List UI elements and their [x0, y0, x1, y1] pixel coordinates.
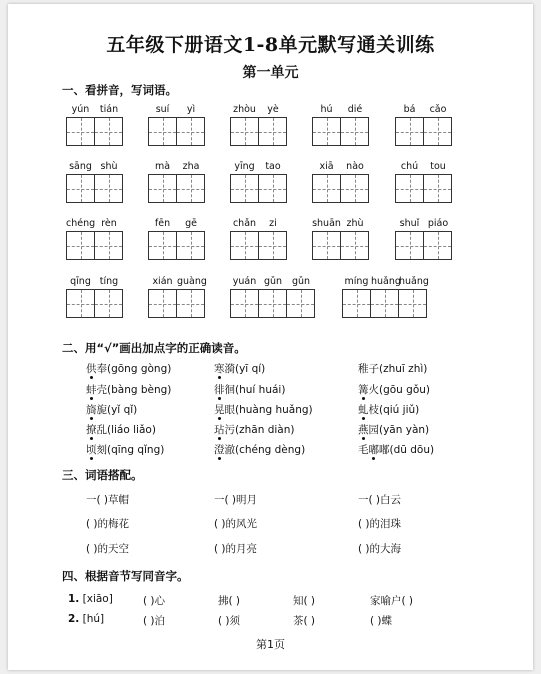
pinyin-syllable: nào — [346, 161, 364, 172]
homophone-syllable: 2. [hú] — [68, 613, 105, 625]
word-grid — [230, 160, 287, 203]
homophone-blank[interactable]: 知( ) — [293, 595, 316, 607]
pinyin-syllable: yún — [71, 104, 90, 115]
dotted-character: 虬 — [358, 404, 369, 416]
writing-box[interactable] — [148, 174, 177, 203]
word-grid — [312, 217, 369, 260]
word-grid — [230, 275, 315, 318]
reading-options: 奉(gōng gòng) — [96, 363, 172, 375]
reading-options: 园(yān yàn) — [368, 424, 430, 436]
pinyin-syllable: huǎng — [399, 276, 429, 287]
pinyin-syllable: zhòu — [233, 104, 256, 115]
reading-options: 旎(yǐ qǐ) — [96, 404, 138, 416]
writing-box[interactable] — [94, 174, 123, 203]
pinyin-syllable: chǎn — [232, 218, 257, 229]
reading-options: 壳(bàng bèng) — [96, 384, 172, 396]
word-grid — [66, 160, 123, 203]
homophone-syllable: 1. [xiāo] — [68, 593, 113, 605]
dotted-character: 徘 — [214, 384, 225, 396]
pinyin-syllable: chéng — [66, 218, 96, 229]
dotted-character: 篝 — [358, 384, 369, 396]
writing-box[interactable] — [340, 117, 369, 146]
match-blank[interactable]: ( )的风光 — [214, 518, 258, 530]
writing-box[interactable] — [258, 174, 287, 203]
word-grid — [66, 217, 123, 260]
writing-box[interactable] — [258, 231, 287, 260]
pinyin-syllable: xiā — [319, 161, 334, 172]
section3-heading: 三、词语搭配。 — [62, 468, 143, 482]
pinyin-syllable: cǎo — [429, 104, 447, 115]
dotted-character: 顷 — [86, 444, 97, 456]
dotted-character: 燕 — [358, 424, 369, 436]
pinyin-syllable: huǎng — [371, 276, 401, 287]
pinyin-syllable: tíng — [99, 276, 119, 287]
pinyin-syllable: zi — [269, 218, 277, 229]
pinyin-syllable: rèn — [101, 218, 117, 229]
writing-box[interactable] — [176, 289, 205, 318]
reading-choice[interactable] — [358, 442, 434, 457]
writing-box[interactable] — [398, 289, 427, 318]
word-grid — [66, 103, 123, 146]
page-title: 五年级下册语文1-8单元默写通关训练 — [106, 34, 435, 56]
dotted-character: 玷 — [214, 424, 225, 436]
pinyin-syllable: tián — [99, 104, 119, 115]
pinyin-syllable: yīng — [234, 161, 255, 172]
pinyin-syllable: dié — [347, 104, 363, 115]
writing-box[interactable] — [312, 231, 341, 260]
reading-choice[interactable] — [214, 361, 265, 376]
dotted-character: 晃 — [214, 404, 225, 416]
pinyin-syllable: guàng — [177, 276, 207, 287]
reading-choice[interactable] — [358, 402, 419, 417]
writing-box[interactable] — [423, 174, 452, 203]
pinyin-syllable: mà — [154, 161, 171, 172]
word-grid — [230, 217, 287, 260]
writing-box[interactable] — [66, 289, 95, 318]
homophone-blank[interactable]: ( )泊 — [143, 615, 166, 627]
writing-box[interactable] — [176, 174, 205, 203]
reading-choice[interactable] — [214, 442, 305, 457]
writing-box[interactable] — [395, 231, 424, 260]
writing-box[interactable] — [423, 117, 452, 146]
writing-box[interactable] — [66, 231, 95, 260]
dotted-character: 旖 — [86, 404, 97, 416]
writing-box[interactable] — [370, 289, 399, 318]
writing-box[interactable] — [94, 117, 123, 146]
pinyin-syllable: chú — [400, 161, 419, 172]
match-blank[interactable]: 一( )草帽 — [86, 494, 130, 506]
pinyin-syllable: yè — [267, 104, 279, 115]
pinyin-syllable: míng — [344, 276, 369, 287]
reading-choice[interactable] — [86, 382, 171, 397]
pinyin-syllable: shù — [100, 161, 118, 172]
match-blank[interactable]: ( )的泪珠 — [358, 518, 402, 530]
writing-box[interactable] — [340, 231, 369, 260]
word-grid — [230, 103, 287, 146]
reading-options: 枝(qiú jiǔ) — [368, 404, 420, 416]
writing-box[interactable] — [340, 174, 369, 203]
writing-box[interactable] — [66, 117, 95, 146]
writing-box[interactable] — [258, 289, 287, 318]
word-grid — [312, 160, 369, 203]
writing-box[interactable] — [312, 174, 341, 203]
word-grid — [148, 103, 205, 146]
writing-box[interactable] — [230, 231, 259, 260]
reading-options: zhuī zhì) — [383, 363, 428, 375]
writing-box[interactable] — [395, 174, 424, 203]
pinyin-syllable: qīng — [70, 276, 91, 287]
section4-heading: 四、根据音节写同音字。 — [62, 569, 189, 583]
pinyin-syllable: bá — [403, 104, 416, 115]
word-grid — [66, 275, 123, 318]
match-blank[interactable]: 一( )白云 — [358, 494, 402, 506]
writing-box[interactable] — [94, 231, 123, 260]
writing-box[interactable] — [230, 174, 259, 203]
section1-heading: 一、看拼音，写词语。 — [62, 83, 177, 97]
section2-heading: 二、用“√”画出加点字的正确读音。 — [62, 341, 246, 355]
reading-options: 火(gōu gǒu) — [368, 384, 431, 396]
word-grid — [342, 275, 427, 318]
pinyin-syllable: sāng — [69, 161, 92, 172]
pinyin-syllable: gē — [185, 218, 197, 229]
word-grid — [395, 103, 452, 146]
writing-box[interactable] — [66, 174, 95, 203]
writing-box[interactable] — [258, 117, 287, 146]
reading-choice[interactable] — [358, 422, 429, 437]
writing-box[interactable] — [148, 117, 177, 146]
reading-choice[interactable] — [358, 361, 427, 376]
pinyin-syllable: yuán — [232, 276, 257, 287]
homophone-blank[interactable]: ( )蝶 — [370, 615, 393, 627]
writing-box[interactable] — [312, 117, 341, 146]
reading-choice[interactable] — [86, 442, 164, 457]
word-grid — [148, 217, 205, 260]
reading-options: 乱(liáo liǎo) — [96, 424, 156, 436]
reading-choice[interactable] — [214, 422, 294, 437]
pinyin-syllable: piáo — [427, 218, 449, 229]
unit-title: 第一单元 — [242, 65, 299, 81]
homophone-blank[interactable]: 茶( ) — [293, 615, 316, 627]
writing-box[interactable] — [342, 289, 371, 318]
word-grid — [312, 103, 369, 146]
reading-choice[interactable] — [86, 422, 156, 437]
pinyin-syllable: gǔn — [263, 276, 283, 287]
dotted-character: 嘟 — [368, 444, 379, 456]
reading-prefix: 稚子( — [358, 363, 384, 375]
pinyin-syllable: shuǐ — [399, 218, 420, 229]
writing-box[interactable] — [94, 289, 123, 318]
dotted-character: 寒 — [214, 363, 225, 375]
writing-box[interactable] — [286, 289, 315, 318]
reading-options: 眼(huàng huǎng) — [224, 404, 313, 416]
pinyin-syllable: shuān — [312, 218, 341, 229]
reading-options: 污(zhān diàn) — [224, 424, 295, 436]
reading-prefix: 毛 — [358, 444, 369, 456]
homophone-blank[interactable]: ( )须 — [218, 615, 241, 627]
writing-box[interactable] — [230, 289, 259, 318]
pinyin-syllable: fēn — [154, 218, 171, 229]
reading-choice[interactable] — [214, 382, 285, 397]
word-grid — [395, 160, 452, 203]
dotted-character: 撩 — [86, 424, 97, 436]
writing-box[interactable] — [148, 231, 177, 260]
pinyin-syllable: gǔn — [291, 276, 311, 287]
word-grid — [395, 217, 452, 260]
pinyin-syllable: xián — [152, 276, 173, 287]
reading-choice[interactable] — [86, 402, 137, 417]
dotted-character: 供 — [86, 363, 97, 375]
dotted-character: 澄 — [214, 444, 225, 456]
pinyin-syllable: yì — [186, 104, 196, 115]
reading-choice[interactable] — [86, 361, 171, 376]
reading-options: 漪(yī qí) — [224, 363, 266, 375]
page-number: 第1页 — [256, 638, 285, 651]
reading-choice[interactable] — [358, 382, 430, 397]
pinyin-syllable: zha — [182, 161, 200, 172]
dotted-character: 蚌 — [86, 384, 97, 396]
pinyin-syllable: hú — [320, 104, 333, 115]
match-blank[interactable]: ( )的梅花 — [86, 518, 130, 530]
writing-box[interactable] — [148, 289, 177, 318]
reading-options: 刻(qīng qǐng) — [96, 444, 165, 456]
match-blank[interactable]: ( )的天空 — [86, 543, 130, 555]
reading-options: 澈(chéng dèng) — [224, 444, 306, 456]
writing-box[interactable] — [176, 117, 205, 146]
writing-box[interactable] — [423, 231, 452, 260]
word-grid — [148, 160, 205, 203]
writing-box[interactable] — [230, 117, 259, 146]
homophone-blank[interactable]: 家喻户( ) — [370, 595, 414, 607]
reading-options: 嘟(dū dōu) — [379, 444, 435, 456]
pinyin-syllable: zhù — [346, 218, 364, 229]
homophone-blank[interactable]: 拂( ) — [218, 595, 241, 607]
homophone-blank[interactable]: ( )心 — [143, 595, 166, 607]
pinyin-syllable: suí — [155, 104, 170, 115]
reading-options: 徊(huí huái) — [224, 384, 286, 396]
match-blank[interactable]: ( )的大海 — [358, 543, 402, 555]
pinyin-syllable: tao — [265, 161, 281, 172]
writing-box[interactable] — [395, 117, 424, 146]
match-blank[interactable]: ( )的月亮 — [214, 543, 258, 555]
pinyin-syllable: tou — [430, 161, 446, 172]
match-blank[interactable]: 一( )明月 — [214, 494, 258, 506]
writing-box[interactable] — [176, 231, 205, 260]
word-grid — [148, 275, 205, 318]
reading-choice[interactable] — [214, 402, 313, 417]
